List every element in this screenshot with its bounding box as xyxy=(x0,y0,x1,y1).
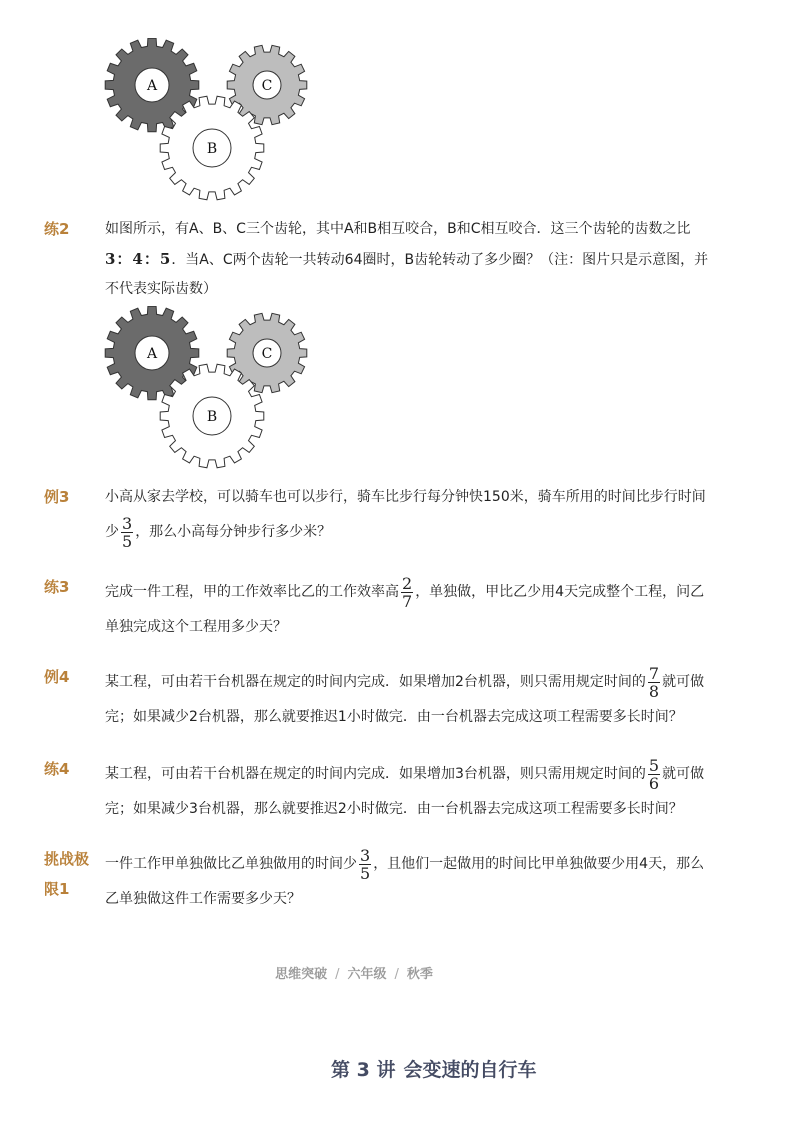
gears-illustration xyxy=(100,306,312,471)
problem-line-2: 单独完成这个工程用多少天？ xyxy=(105,619,287,635)
problem-tag: 例3 xyxy=(44,488,70,506)
footer-term: 秋季 xyxy=(406,967,433,982)
fraction: $\frac{3}{5}$ xyxy=(122,513,133,551)
gear-b xyxy=(160,364,264,468)
gear-b-label: B xyxy=(206,141,218,157)
gears-illustration xyxy=(100,38,312,203)
fraction: $\frac{2}{7}$ xyxy=(402,573,413,611)
gear-c-label: C xyxy=(261,78,273,94)
footer-separator: / xyxy=(335,967,340,982)
gear-b-label: B xyxy=(206,409,218,425)
gear-b xyxy=(160,96,264,200)
gear-figure-2 xyxy=(100,306,312,466)
problem-body xyxy=(105,572,719,642)
problem-body xyxy=(105,662,719,732)
gear-figure-1 xyxy=(100,38,312,198)
problem-line-1: 小高从家去学校，可以骑车也可以步行，骑车比步行每分钟快150米，骑车所用的时间比步行时间 xyxy=(105,489,706,505)
lecture-topic: 会变速的自行车 xyxy=(403,1059,537,1081)
problem-line-1: 如图所示，有A、B、C三个齿轮，其中A和B相互咬合，B和C相互咬合．这三个齿轮的齿数之比 xyxy=(105,221,691,237)
problem-tag: 练3 xyxy=(44,578,70,596)
problem-line-1: 完成一件工程，甲的工作效率比乙的工作效率高 $\frac{2}{7}$ ，单独做，甲比乙少用4天完成整个工程，问乙 xyxy=(105,573,705,611)
gear-a-label: A xyxy=(146,346,158,362)
footer-separator: / xyxy=(394,967,399,982)
footer-series: 思维突破 xyxy=(275,967,328,982)
gear-c-label: C xyxy=(261,346,273,362)
problem-line-2: 少 $\frac{3}{5}$ ，那么小高每分钟步行多少米？ xyxy=(105,513,332,551)
problem-line-1: 一件工作甲单独做比乙单独做用的时间少 $\frac{3}{5}$ ，且他们一起做用的时间比甲单独做要少用4天，那么 xyxy=(105,845,705,883)
fraction: $\frac{7}{8}$ xyxy=(648,663,660,701)
problem-tag: 例4 xyxy=(44,668,70,686)
problem-body xyxy=(105,754,719,824)
fraction: $\frac{3}{5}$ xyxy=(360,845,371,883)
problem-body xyxy=(105,482,719,552)
problem-line-2: 完；如果减少3台机器，那么就要推迟2小时做完．由一台机器去完成这项工程需要多长时间？ xyxy=(105,801,683,817)
gear-a-label: A xyxy=(146,78,158,94)
problem-tag: 练4 xyxy=(44,760,70,778)
problem-line-2: 3：4：5．当A、C两个齿轮一共转动64圈时，B齿轮转动了多少圈？（注：图片只是示意图，并 xyxy=(105,250,709,268)
problem-line-1: 某工程，可由若干台机器在规定的时间内完成．如果增加3台机器，则只需用规定时间的 $\frac{5}{6}$ 就可做 xyxy=(105,755,705,793)
problem-line-2: 完；如果减少2台机器，那么就要推迟1小时做完．由一台机器去完成这项工程需要多长时间？ xyxy=(105,709,683,725)
problem-line-2: 乙单独做这件工作需要多少天？ xyxy=(105,891,301,907)
fraction: $\frac{5}{6}$ xyxy=(648,755,660,793)
problem-line-3: 不代表实际齿数） xyxy=(105,281,217,297)
problem-body xyxy=(105,214,719,304)
lecture-title xyxy=(331,1055,536,1082)
footer-grade: 六年级 xyxy=(347,967,387,982)
page-footer xyxy=(0,963,708,982)
lecture-number: 第 3 讲 xyxy=(331,1059,396,1081)
problem-body xyxy=(105,844,719,914)
problem-tag: 练2 xyxy=(44,220,70,238)
ratio: 3：4：5 xyxy=(105,250,172,268)
problem-tag: 挑战极 限1 xyxy=(44,850,90,898)
problem-line-1: 某工程，可由若干台机器在规定的时间内完成．如果增加2台机器，则只需用规定时间的 $\frac{7}{8}$ 就可做 xyxy=(105,663,705,701)
